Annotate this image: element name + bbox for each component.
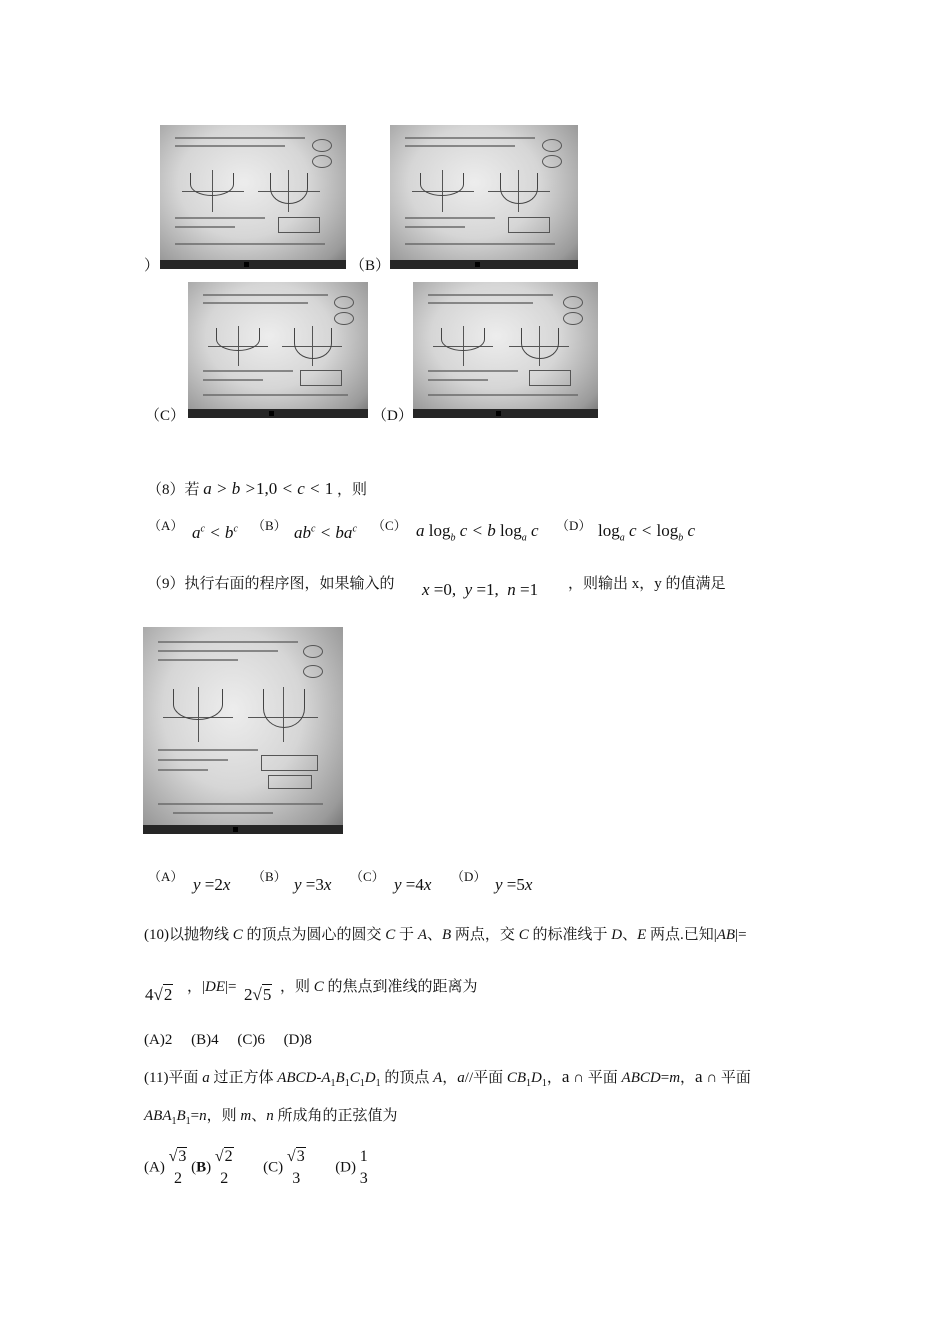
q11-option-c-label: (C) xyxy=(263,1159,284,1176)
q11-option-b-label: (B) xyxy=(191,1159,212,1176)
q11-option-c-num: √3 xyxy=(286,1148,305,1165)
q9-inputs: x =0, y =1, n =1 xyxy=(422,580,539,599)
q8-option-b-label: （B） xyxy=(252,518,287,533)
q10-options: (A)2 (B)4 (C)6 (D)8 xyxy=(144,1032,312,1048)
q10-line1: (10)以抛物线 C 的顶点为圆心的圆交 C 于 A、B 两点，交 C 的标准线于 D、E 两点.已知|AB|= xyxy=(144,927,747,943)
q11-options xyxy=(144,1148,368,1188)
q11-option-a-label: (A) xyxy=(144,1159,165,1176)
q11-option-d-label: (D) xyxy=(335,1159,357,1176)
q10-ab-value: 4√2 xyxy=(145,985,173,1004)
q7-option-c-photo xyxy=(188,282,368,418)
q11-option-d-frac xyxy=(360,1148,368,1188)
q9-option-c-label: （C） xyxy=(350,869,385,884)
q11-option-d-den: 3 xyxy=(359,1170,368,1187)
q9-flowchart-photo xyxy=(143,627,343,834)
q10-de-label: ，|DE|= xyxy=(187,979,237,995)
q8-option-d-label: （D） xyxy=(556,518,592,533)
q9-option-c: y =4x xyxy=(394,875,432,894)
q11-option-a-num: √3 xyxy=(168,1148,187,1165)
q9-text: （9）执行右面的程序图，如果输入的 xyxy=(147,576,395,592)
q9-option-a-label: （A） xyxy=(148,869,184,884)
q7-option-c-label: （C） xyxy=(145,408,186,424)
q7-option-b-label: （B） xyxy=(350,258,391,274)
q11-option-c-frac xyxy=(287,1148,306,1188)
q11-line1: (11)平面 a 过正方体 ABCD-$A_1B_1C_1D_1$ 的顶点 A，a//平面 $CB_1D_1$，a ∩ 平面 ABCD=m，a ∩ 平面 xyxy=(144,1067,751,1089)
q8-option-d-expr: $\log_a c < \log_b c$ xyxy=(598,521,696,544)
q11-option-b-den: 2 xyxy=(220,1170,229,1187)
q10-de-value: 2√5 xyxy=(244,985,272,1004)
q7-option-a-photo xyxy=(160,125,346,269)
q7-option-d-photo xyxy=(413,282,598,418)
q9-option-d: y =5x xyxy=(495,875,533,894)
q7-option-d-label: （D） xyxy=(372,408,413,424)
q7-option-a-label: ） xyxy=(144,258,160,274)
q9-option-b-label: （B） xyxy=(252,869,287,884)
q11-option-b-frac xyxy=(215,1148,234,1188)
q11-option-c-den: 3 xyxy=(292,1170,301,1187)
q11-option-a-den: 2 xyxy=(173,1170,182,1187)
q10-line2-end: ，则 C 的焦点到准线的距离为 xyxy=(280,979,478,995)
q11-option-d-num: 1 xyxy=(359,1148,368,1165)
q9-option-b: y =3x xyxy=(294,875,332,894)
q8-stem xyxy=(147,478,367,499)
q8-option-a-expr: $a^c < b^c$ xyxy=(192,523,238,542)
q9-option-a: y =2x xyxy=(193,875,231,894)
q11-option-b-num: √2 xyxy=(214,1148,233,1165)
q8-option-b-expr: $ab^c < ba^c$ xyxy=(294,523,357,542)
q8-option-c-expr: a $\log_b c < b$ $\log_a c$ xyxy=(416,521,539,544)
q11-line2: $ABA_1B_1=n$，则 m、n 所成角的正弦值为 xyxy=(144,1108,398,1127)
q8-then: ，则 xyxy=(336,482,367,498)
q8-option-a-label: （A） xyxy=(148,518,184,533)
q7-option-b-photo xyxy=(390,125,578,269)
q8-text: （8）若 xyxy=(147,482,200,498)
q9-option-d-label: （D） xyxy=(451,869,487,884)
q8-option-c-label: （C） xyxy=(372,518,407,533)
q9-after: ，则输出 x，y 的值满足 xyxy=(568,576,726,592)
q11-option-a-frac xyxy=(169,1148,188,1188)
q8-condition: a > b >1,0 < c < 1 xyxy=(203,479,334,498)
